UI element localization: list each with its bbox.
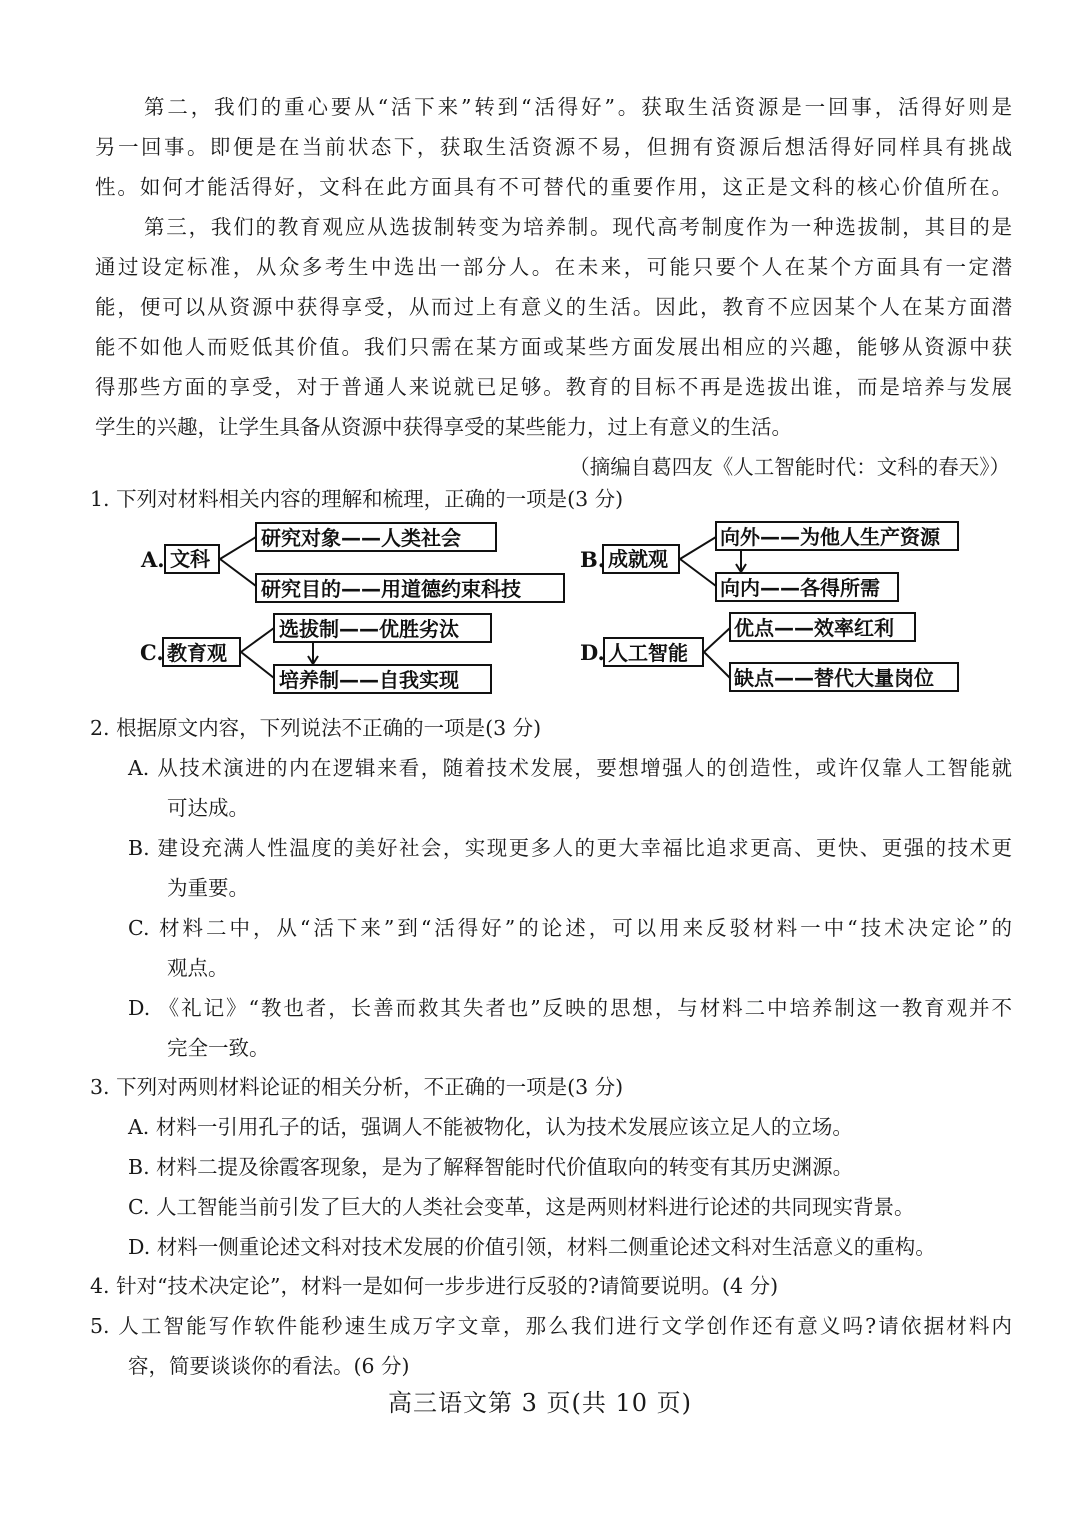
q1-A-center-box xyxy=(165,545,219,573)
passage-p3-line4: 能不如他人而贬低其价值。我们只需在某方面或某些方面发展出相应的兴趣，能够从资源中获 xyxy=(95,335,1012,359)
q1-D-top: 优点——效率红利 xyxy=(734,616,894,640)
q1-C-bracket xyxy=(241,628,274,678)
q1-C-center: 教育观 xyxy=(167,641,227,665)
q2-option-D-line1: D. 《礼记》“教也者，长善而救其失者也”反映的思想，与材料二中培养制这一教育观并不 xyxy=(128,996,1012,1020)
q1-B-center: 成就观 xyxy=(608,547,668,571)
q2-option-A-line2: 可达成。 xyxy=(167,796,249,820)
passage-p2-line1: 第二，我们的重心要从“活下来”转到“活得好”。获取生活资源是一回事，活得好则是 xyxy=(144,95,1012,119)
passage-p3-line3: 能，便可以从资源中获得享受，从而过上有意义的生活。因此，教育不应因某个人在某方面潜 xyxy=(95,295,1012,319)
q1-B-center-box xyxy=(603,545,679,573)
passage-p2-line2: 另一回事。即便是在当前状态下，获取生活资源不易，但拥有资源后想活得好同样具有挑战 xyxy=(95,135,1012,159)
page-footer: 高三语文第 3 页(共 10 页) xyxy=(387,1389,693,1417)
q1-C-top: 选拔制——优胜劣汰 xyxy=(279,617,459,641)
q1-D-bottom-box xyxy=(730,663,958,691)
q1-D-bracket xyxy=(704,628,730,678)
q3-option-D: D. 材料一侧重论述文科对技术发展的价值引领，材料二侧重论述文科对生活意义的重构。 xyxy=(128,1235,936,1259)
q1-D-bottom: 缺点——替代大量岗位 xyxy=(734,666,934,690)
q1-B-top-box xyxy=(716,522,958,550)
q1-A-bottom: 研究目的——用道德约束科技 xyxy=(261,577,521,601)
q1-C-bottom-box xyxy=(274,665,491,693)
q1-A-center: 文科 xyxy=(170,547,210,571)
q3-option-B: B. 材料二提及徐霞客现象，是为了解释智能时代价值取向的转变有其历史渊源。 xyxy=(128,1155,854,1179)
passage-source: （摘编自葛四友《人工智能时代：文科的春天》） xyxy=(569,455,1010,479)
q1-B-top: 向外——为他人生产资源 xyxy=(720,525,940,549)
q1-D-top-box xyxy=(730,613,915,641)
q3-stem: 3. 下列对两则材料论证的相关分析，不正确的一项是(3 分) xyxy=(90,1075,624,1099)
passage-p2-line3: 性。如何才能活得好，文科在此方面具有不可替代的重要作用，这正是文科的核心价值所在。 xyxy=(95,175,1012,199)
q1-B-arrowhead xyxy=(736,564,746,572)
passage-p3-line6: 学生的兴趣，让学生具备从资源中获得享受的某些能力，过上有意义的生活。 xyxy=(95,415,792,439)
q2-option-B-line1: B. 建设充满人性温度的美好社会，实现更多人的更大幸福比追求更高、更快、更强的技术更 xyxy=(128,836,1012,860)
q1-stem: 1. 下列对材料相关内容的理解和梳理，正确的一项是(3 分) xyxy=(90,487,624,511)
q2-option-D-line2: 完全一致。 xyxy=(167,1036,270,1060)
q1-B-letter: B. xyxy=(580,547,606,572)
q1-A-top: 研究对象——人类社会 xyxy=(261,526,461,550)
q5-stem-line2: 容，简要谈谈你的看法。(6 分) xyxy=(128,1354,410,1378)
q3-option-A: A. 材料一引用孔子的话，强调人不能被物化，认为技术发展应该立足人的立场。 xyxy=(128,1115,853,1139)
q2-option-B-line2: 为重要。 xyxy=(167,876,249,900)
q2-stem: 2. 根据原文内容，下列说法不正确的一项是(3 分) xyxy=(90,716,542,740)
passage-p3-line2: 通过设定标准，从众多考生中选出一部分人。在未来，可能只要个人在某个方面具有一定潜 xyxy=(95,255,1012,279)
q1-D-center: 人工智能 xyxy=(608,641,688,665)
q1-A-bracket xyxy=(220,537,256,586)
q1-C-center-box xyxy=(163,638,240,666)
q1-D-letter: D. xyxy=(580,640,605,665)
q2-option-A-line1: A. 从技术演进的内在逻辑来看，随着技术发展，要想增强人的创造性，或许仅靠人工智能就 xyxy=(128,756,1012,780)
q1-B-bracket xyxy=(680,537,716,586)
q1-C-top-box xyxy=(274,614,491,642)
q5-stem-line1: 5. 人工智能写作软件能秒速生成万字文章，那么我们进行文学创作还有意义吗?请依据材料内 xyxy=(90,1314,1012,1338)
q3-option-C: C. 人工智能当前引发了巨大的人类社会变革，这是两则材料进行论述的共同现实背景。 xyxy=(128,1195,915,1219)
q1-A-letter: A. xyxy=(141,547,165,572)
q1-C-arrowhead xyxy=(308,656,318,664)
passage-p3-line1: 第三，我们的教育观应从选拔制转变为培养制。现代高考制度作为一种选拔制，其目的是 xyxy=(144,215,1012,239)
q1-B-bottom: 向内——各得所需 xyxy=(720,576,880,600)
q1-A-top-box xyxy=(256,523,496,551)
q2-option-C-line2: 观点。 xyxy=(167,956,229,980)
q4-stem: 4. 针对“技术决定论”，材料一是如何一步步进行反驳的?请简要说明。(4 分) xyxy=(90,1274,779,1298)
q1-D-center-box xyxy=(604,638,703,666)
q1-A-bottom-box xyxy=(256,574,564,602)
passage-p3-line5: 得那些方面的享受，对于普通人来说就已足够。教育的目标不再是选拔出谁，而是培养与发展 xyxy=(95,375,1012,399)
q1-B-bottom-box xyxy=(716,573,898,601)
q1-C-bottom: 培养制——自我实现 xyxy=(279,668,459,692)
q1-C-letter: C. xyxy=(140,640,164,665)
q2-option-C-line1: C. 材料二中，从“活下来”到“活得好”的论述，可以用来反驳材料一中“技术决定论”的 xyxy=(128,916,1012,940)
